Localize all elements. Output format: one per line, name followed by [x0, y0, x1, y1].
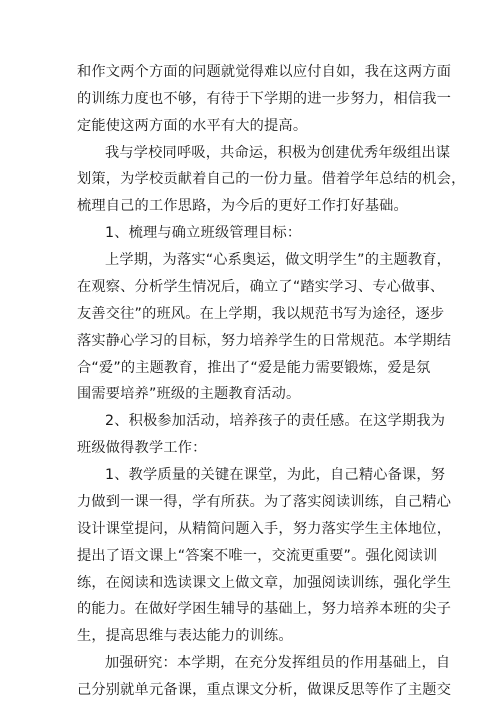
section-heading: 1、梳理与确立班级管理目标：: [105, 225, 302, 241]
text-line: 定能使这两方面的水平有大的提高。: [77, 118, 308, 134]
text-line: 梳理自己的工作思路，为今后的更好工作打好基础。: [77, 198, 408, 214]
text-line: 和作文两个方面的问题就觉得难以应付自如，我在这两方面: [77, 64, 452, 80]
paragraph-first-line: 我与学校同呼吸，共命运，积极为创建优秀年级组出谋: [105, 145, 451, 161]
text-line: 划策，为学校贡献着自己的一份力量。借着学年总结的机会，: [77, 171, 466, 187]
text-line: 在观察、分析学生情况后，确立了“踏实学习、专心做事、: [77, 279, 445, 295]
paragraph-first-line: 2、积极参加活动，培养孩子的责任感。在这学期我为: [105, 413, 446, 429]
text-line: 落实静心学习的目标，努力培养学生的日常规范。本学期结: [77, 333, 452, 349]
text-line: 的训练力度也不够，有待于下学期的进一步努力，相信我一: [77, 91, 452, 107]
text-line: 力做到一课一得，学有所获。为了落实阅读训练，自己精心: [77, 494, 452, 510]
text-line: 的能力。在做好学困生辅导的基础上，努力培养本班的尖子: [77, 601, 452, 617]
text-line: 围需要培养”班级的主题教育活动。: [77, 386, 301, 402]
text-line: 班级做得教学工作：: [77, 440, 207, 456]
text-line: 练，在阅读和选读课文上做文章，加强阅读训练，强化学生: [77, 575, 452, 591]
text-line: 友善交往”的班风。在上学期，我以规范书写为途径，逐步: [77, 306, 445, 322]
paragraph-first-line: 加强研究：本学期，在充分发挥组员的作用基础上，自: [105, 655, 451, 671]
text-line: 合“爱”的主题教育，推出了“爱是能力需要锻炼，爱是氛: [77, 360, 431, 376]
text-line: 生，提高思维与表达能力的训练。: [77, 628, 293, 644]
paragraph-first-line: 上学期，为落实“心系奥运，做文明学生”的主题教育，: [105, 252, 452, 268]
text-line: 己分别就单元备课，重点课文分析，做课反思等作了主题交: [77, 682, 452, 698]
text-line: 设计课堂提问，从精简问题入手，努力落实学生主体地位，: [77, 521, 452, 537]
text-line: 提出了语文课上“答案不唯一，交流更重要”。强化阅读训: [77, 548, 438, 564]
paragraph-first-line: 1、教学质量的关键在课堂，为此，自己精心备课，努: [105, 467, 446, 483]
